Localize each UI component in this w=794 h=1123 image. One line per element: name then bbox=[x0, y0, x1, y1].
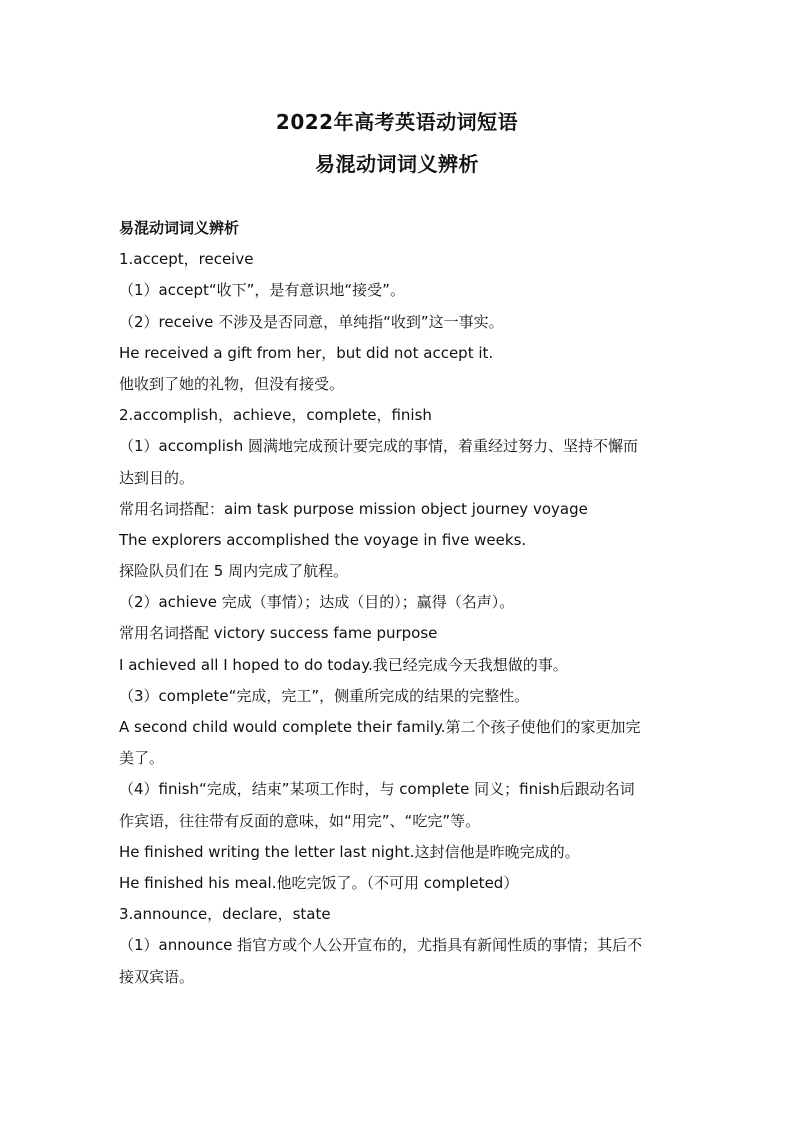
text-line: 达到目的。 bbox=[119, 468, 195, 487]
document-title: 2022年高考英语动词短语 bbox=[275, 110, 519, 134]
text-line: 常用名词搭配 victory success fame purpose bbox=[119, 624, 438, 643]
text-line: 探险队员们在 5 周内完成了航程。 bbox=[119, 562, 349, 581]
text-line: （1）accept“收下”，是有意识地“接受”。 bbox=[119, 281, 405, 300]
document-body bbox=[119, 213, 679, 993]
section-heading: 易混动词词义辨析 bbox=[119, 219, 240, 237]
text-line: He received a gift from her，but did not accept it. bbox=[119, 343, 494, 362]
text-line: He finished his meal.他吃完饭了。（不可用 completed） bbox=[119, 873, 519, 892]
document-subtitle: 易混动词词义辨析 bbox=[315, 152, 479, 176]
text-line: I achieved all I hoped to do today.我已经完成今天我想做的事。 bbox=[119, 655, 568, 674]
text-line: He finished writing the letter last night.这封信他是昨晚完成的。 bbox=[119, 842, 580, 861]
text-line: （4）finish“完成，结束”某项工作时，与 complete 同义；finish后跟动名词 bbox=[119, 780, 635, 799]
text-line: （1）announce 指官方或个人公开宣布的，尤指具有新闻性质的事情；其后不 bbox=[119, 936, 643, 955]
text-line: 美了。 bbox=[119, 749, 165, 768]
text-line: （2）achieve 完成（事情）；达成（目的）；赢得（名声）。 bbox=[119, 593, 515, 612]
text-line: （3）complete“完成，完工”，侧重所完成的结果的完整性。 bbox=[119, 686, 530, 705]
text-line: 他收到了她的礼物，但没有接受。 bbox=[119, 374, 345, 393]
text-line: 常用名词搭配：aim task purpose mission object journey voyage bbox=[119, 499, 588, 518]
text-line: 3.announce，declare，state bbox=[119, 905, 331, 924]
text-line: 2.accomplish，achieve，complete，finish bbox=[119, 406, 432, 425]
text-line: The explorers accomplished the voyage in five weeks. bbox=[119, 530, 527, 549]
text-line: A second child would complete their family.第二个孩子使他们的家更加完 bbox=[119, 718, 641, 736]
text-line: 1.accept，receive bbox=[119, 250, 254, 269]
text-line: （1）accomplish 圆满地完成预计要完成的事情，着重经过努力、坚持不懈而 bbox=[119, 437, 638, 456]
text-line: （2）receive 不涉及是否同意，单纯指“收到”这一事实。 bbox=[119, 312, 504, 331]
text-line: 接双宾语。 bbox=[119, 967, 195, 986]
text-line: 作宾语，往往带有反面的意味，如“用完”、“吃完”等。 bbox=[119, 811, 481, 830]
